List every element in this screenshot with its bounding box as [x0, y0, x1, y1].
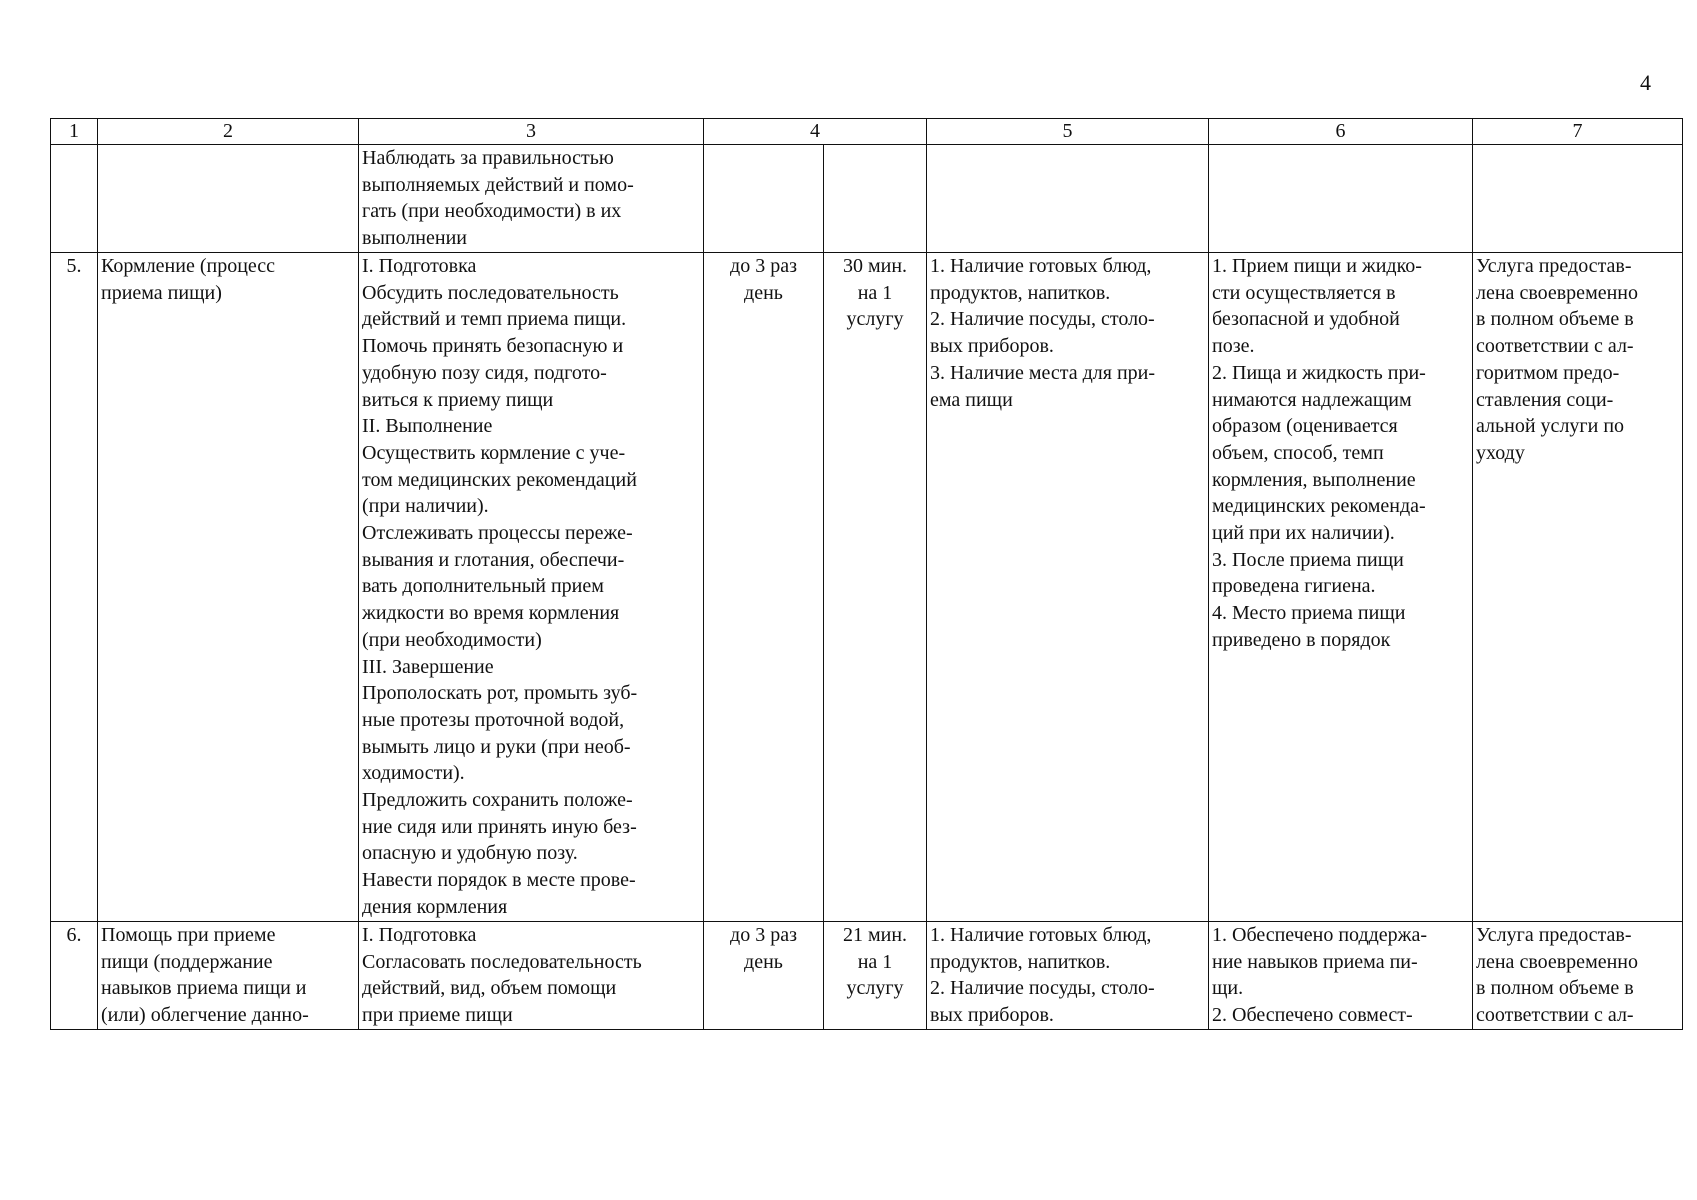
- text-line: ема пищи: [930, 388, 1013, 411]
- text-line: соответствии с ал-: [1476, 335, 1634, 358]
- text-line: Помочь принять безопасную и: [362, 335, 624, 358]
- text-line: вых приборов.: [930, 335, 1054, 358]
- text-line: 3. После приема пищи: [1212, 548, 1404, 571]
- text-line: день: [744, 950, 783, 973]
- text-line: до 3 раз: [730, 255, 797, 277]
- text-line: в полном объеме в: [1476, 977, 1634, 1000]
- text-line: действий и темп приема пищи.: [362, 308, 627, 331]
- text-line: III. Завершение: [362, 655, 494, 678]
- text-line: соответствии с ал-: [1476, 1004, 1634, 1027]
- text-line: Навести порядок в месте прове-: [362, 869, 636, 892]
- services-table: [50, 118, 1683, 1030]
- text-line: 3. Наличие места для при-: [930, 361, 1156, 384]
- header-col-2: 2: [98, 119, 359, 145]
- text-line: Предложить сохранить положе-: [362, 789, 633, 812]
- service-name-cell: [98, 922, 359, 1030]
- text-line: ходимости).: [362, 762, 465, 785]
- text-line: II. Выполнение: [362, 415, 493, 438]
- text-line: ние сидя или принять иную без-: [362, 815, 637, 838]
- text-line: до 3 раз: [730, 924, 797, 946]
- duration-cell: [824, 253, 927, 922]
- duration-cell: [824, 922, 927, 1030]
- text-line: 4. Место приема пищи: [1212, 602, 1406, 625]
- text-line: на 1: [857, 281, 893, 304]
- text-line: 2. Пища и жидкость при-: [1212, 361, 1426, 384]
- text-line: альной услуги по: [1476, 415, 1625, 438]
- text-line: (при наличии).: [362, 495, 489, 518]
- text-line: 2. Наличие посуды, столо-: [930, 308, 1155, 331]
- text-line: 21 мин.: [842, 924, 908, 946]
- evaluation-cell: [1473, 253, 1683, 922]
- text-line: (при необходимости): [362, 628, 542, 651]
- table-row-6: [51, 922, 1683, 1030]
- text-line: объем, способ, темп: [1212, 441, 1384, 464]
- header-col-6: 6: [1209, 119, 1473, 145]
- page-number: 4: [1640, 70, 1651, 95]
- text-line: Обсудить последовательность: [362, 281, 619, 304]
- text-line: ные протезы проточной водой,: [362, 708, 625, 731]
- text-line: в полном объеме в: [1476, 308, 1634, 331]
- text-line: безопасной и удобной: [1212, 308, 1400, 331]
- text-line: (или) облегчение данно-: [101, 1004, 309, 1027]
- text-line: лена своевременно: [1476, 950, 1639, 973]
- text-line: приведено в порядок: [1212, 628, 1391, 651]
- text-line: жидкости во время кормления: [362, 602, 620, 625]
- text-line: действий, вид, объем помощи: [362, 977, 617, 1000]
- text-line: уходу: [1476, 441, 1525, 464]
- text-line: ние навыков приема пи-: [1212, 950, 1418, 973]
- text-line: Прополоскать рот, промыть зуб-: [362, 682, 638, 705]
- table-row-continued: [51, 145, 1683, 253]
- header-col-7: 7: [1473, 119, 1683, 145]
- text-line: Согласовать последовательность: [362, 950, 642, 973]
- text-line: приема пищи): [101, 281, 222, 304]
- text-line: день: [744, 281, 783, 304]
- service-content-cell: [359, 145, 704, 253]
- quality-indicators-cell: [1209, 145, 1473, 253]
- text-line: выполняемых действий и помо-: [362, 173, 634, 196]
- text-line: при приеме пищи: [362, 1004, 513, 1027]
- text-line: вать дополнительный прием: [362, 575, 604, 598]
- service-name-cell: [98, 145, 359, 253]
- table-row-5: [51, 253, 1683, 922]
- header-col-5: 5: [927, 119, 1209, 145]
- text-line: проведена гигиена.: [1212, 575, 1376, 598]
- text-line: удобную позу сидя, подгото-: [362, 361, 607, 384]
- text-line: Осуществить кормление с уче-: [362, 441, 626, 464]
- text-line: гать (при необходимости) в их: [362, 200, 622, 223]
- text-line: навыков приема пищи и: [101, 977, 307, 1000]
- service-content-cell: [359, 253, 704, 922]
- header-col-4: 4: [704, 119, 927, 145]
- text-line: 2. Наличие посуды, столо-: [930, 977, 1155, 1000]
- text-line: услугу: [846, 308, 904, 331]
- row-number-cell: 6.: [51, 922, 98, 1030]
- conditions-cell: [927, 145, 1209, 253]
- text-line: медицинских рекоменда-: [1212, 495, 1426, 518]
- header-col-3: 3: [359, 119, 704, 145]
- text-line: 1. Обеспечено поддержа-: [1212, 924, 1428, 946]
- text-line: лена своевременно: [1476, 281, 1639, 304]
- text-line: Услуга предостав-: [1476, 255, 1632, 277]
- text-line: продуктов, напитков.: [930, 950, 1111, 973]
- text-line: дения кормления: [362, 895, 508, 918]
- evaluation-cell: [1473, 145, 1683, 253]
- row-number-cell: [51, 145, 98, 253]
- header-row: [51, 119, 1683, 145]
- text-line: продуктов, напитков.: [930, 281, 1111, 304]
- text-line: кормления, выполнение: [1212, 468, 1416, 491]
- text-line: 1. Прием пищи и жидко-: [1212, 255, 1422, 277]
- text-line: 30 мин.: [842, 255, 908, 277]
- text-line: виться к приему пищи: [362, 388, 554, 411]
- text-line: услугу: [846, 977, 904, 1000]
- text-line: Кормление (процесс: [101, 255, 276, 277]
- row-number-cell: 5.: [51, 253, 98, 922]
- text-line: вых приборов.: [930, 1004, 1054, 1027]
- text-line: сти осуществляется в: [1212, 281, 1396, 304]
- text-line: ставления соци-: [1476, 388, 1614, 411]
- duration-cell: [824, 145, 927, 253]
- quality-indicators-cell: [1209, 253, 1473, 922]
- conditions-cell: [927, 253, 1209, 922]
- conditions-cell: [927, 922, 1209, 1030]
- text-line: I. Подготовка: [362, 924, 477, 946]
- text-line: том медицинских рекомендаций: [362, 468, 637, 491]
- text-line: пищи (поддержание: [101, 950, 273, 973]
- text-line: вымыть лицо и руки (при необ-: [362, 735, 631, 758]
- text-line: Наблюдать за правильностью: [362, 147, 614, 169]
- text-line: опасную и удобную позу.: [362, 842, 578, 865]
- evaluation-cell: [1473, 922, 1683, 1030]
- text-line: щи.: [1212, 977, 1244, 1000]
- service-name-cell: [98, 253, 359, 922]
- text-line: образом (оценивается: [1212, 415, 1398, 438]
- text-line: Помощь при приеме: [101, 924, 276, 946]
- text-line: I. Подготовка: [362, 255, 477, 277]
- text-line: горитмом предо-: [1476, 361, 1620, 384]
- frequency-cell: [704, 253, 824, 922]
- frequency-cell: [704, 922, 824, 1030]
- text-line: на 1: [857, 950, 893, 973]
- frequency-cell: [704, 145, 824, 253]
- text-line: нимаются надлежащим: [1212, 388, 1412, 411]
- header-col-1: 1: [51, 119, 98, 145]
- text-line: выполнении: [362, 227, 467, 250]
- text-line: Отслеживать процессы переже-: [362, 522, 633, 545]
- text-line: 1. Наличие готовых блюд,: [930, 255, 1152, 277]
- service-content-cell: [359, 922, 704, 1030]
- text-line: Услуга предостав-: [1476, 924, 1632, 946]
- text-line: вывания и глотания, обеспечи-: [362, 548, 625, 571]
- text-line: 1. Наличие готовых блюд,: [930, 924, 1152, 946]
- text-line: ций при их наличии).: [1212, 522, 1395, 545]
- text-line: позе.: [1212, 335, 1255, 358]
- quality-indicators-cell: [1209, 922, 1473, 1030]
- text-line: 2. Обеспечено совмест-: [1212, 1004, 1413, 1027]
